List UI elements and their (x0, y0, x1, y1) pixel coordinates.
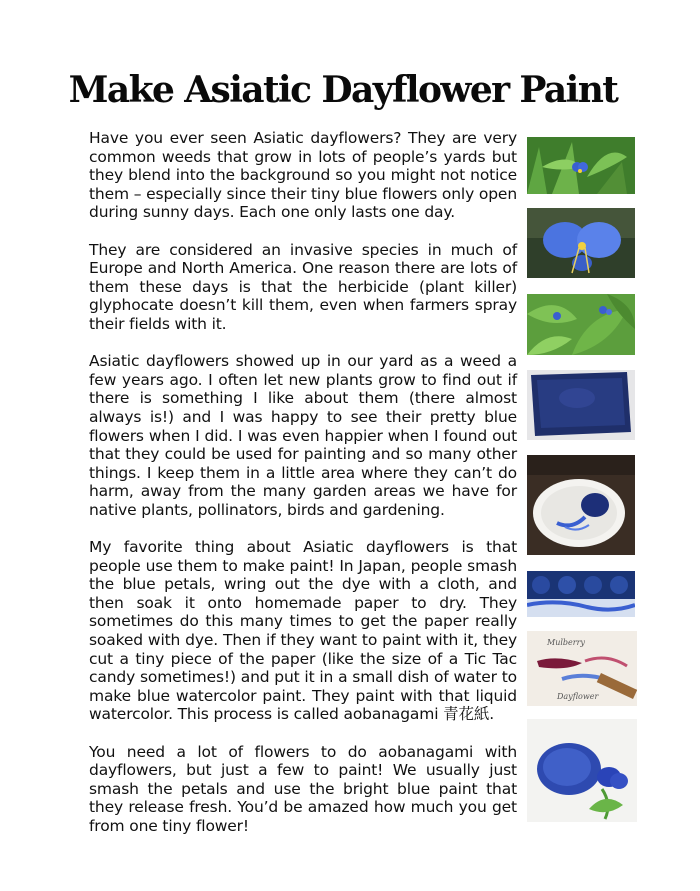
swatch-label-2: Dayflower (557, 692, 599, 701)
paragraph-japan-paint: My favorite thing about Asiatic dayflowers is that people use them to make paint! In Japan, people smash the blue petals, wring out the dye with a cloth, and then soak it onto homemade paper to dry. They sometimes do this many times to get the paper really soaked with dye. Then if they want to paint with it, they cut a tiny piece of the paper (like the size of a Tic Tac candy sometimes!) and put it in a small dish of water to make blue watercolor paint. They paint with that liquid watercolor. This process is called aobanagami 青花紙. (89, 538, 517, 724)
paragraph-fresh-paint: You need a lot of flowers to do aobanagami with dayflowers, but just a few to paint! We usually just smash the petals and use the bright blue paint that they release fresh. You’d be amazed how much you get from one tiny flower! (89, 742, 517, 835)
photo-paint-swatches (527, 631, 637, 706)
photo-blue-dots (527, 571, 635, 617)
article-body (89, 129, 517, 854)
paragraph-our-yard: Asiatic dayflowers showed up in our yard as a weed a few years ago. I often let new plants grow to find out if there is something I like about them (there almost always is!) and I was happy to see their pretty blue flowers when I did. I was even happier when I found out that they could be used for painting and so many other things. I keep them in a little area where they can’t do harm, away from the many garden areas we have for native plants, pollinators, birds and gardening. (89, 352, 517, 519)
swatch-label-1: Mulberry (547, 638, 585, 647)
photo-blue-flower (527, 208, 635, 278)
photo-leaves-flowers (527, 294, 635, 355)
photo-dayflower-closeup (527, 137, 635, 194)
photo-paint-bowl (527, 455, 635, 555)
photo-dyed-paper (527, 370, 635, 440)
page-title: Make Asiatic Dayflower Paint (68, 69, 618, 111)
paragraph-intro: Have you ever seen Asiatic dayflowers? They are very common weeds that grow in lots of people’s yards but they blend into the background so you might not notice them – especially since their tiny blue flowers only open during sunny days. Each one only lasts one day. (89, 129, 517, 222)
paragraph-invasive: They are considered an invasive species in much of Europe and North America. One reason there are lots of them these days is that the herbicide (plant killer) glyphocate doesn’t kill them, even when farmers spray their fields with it. (89, 240, 517, 333)
photo-paint-blob (527, 719, 637, 822)
